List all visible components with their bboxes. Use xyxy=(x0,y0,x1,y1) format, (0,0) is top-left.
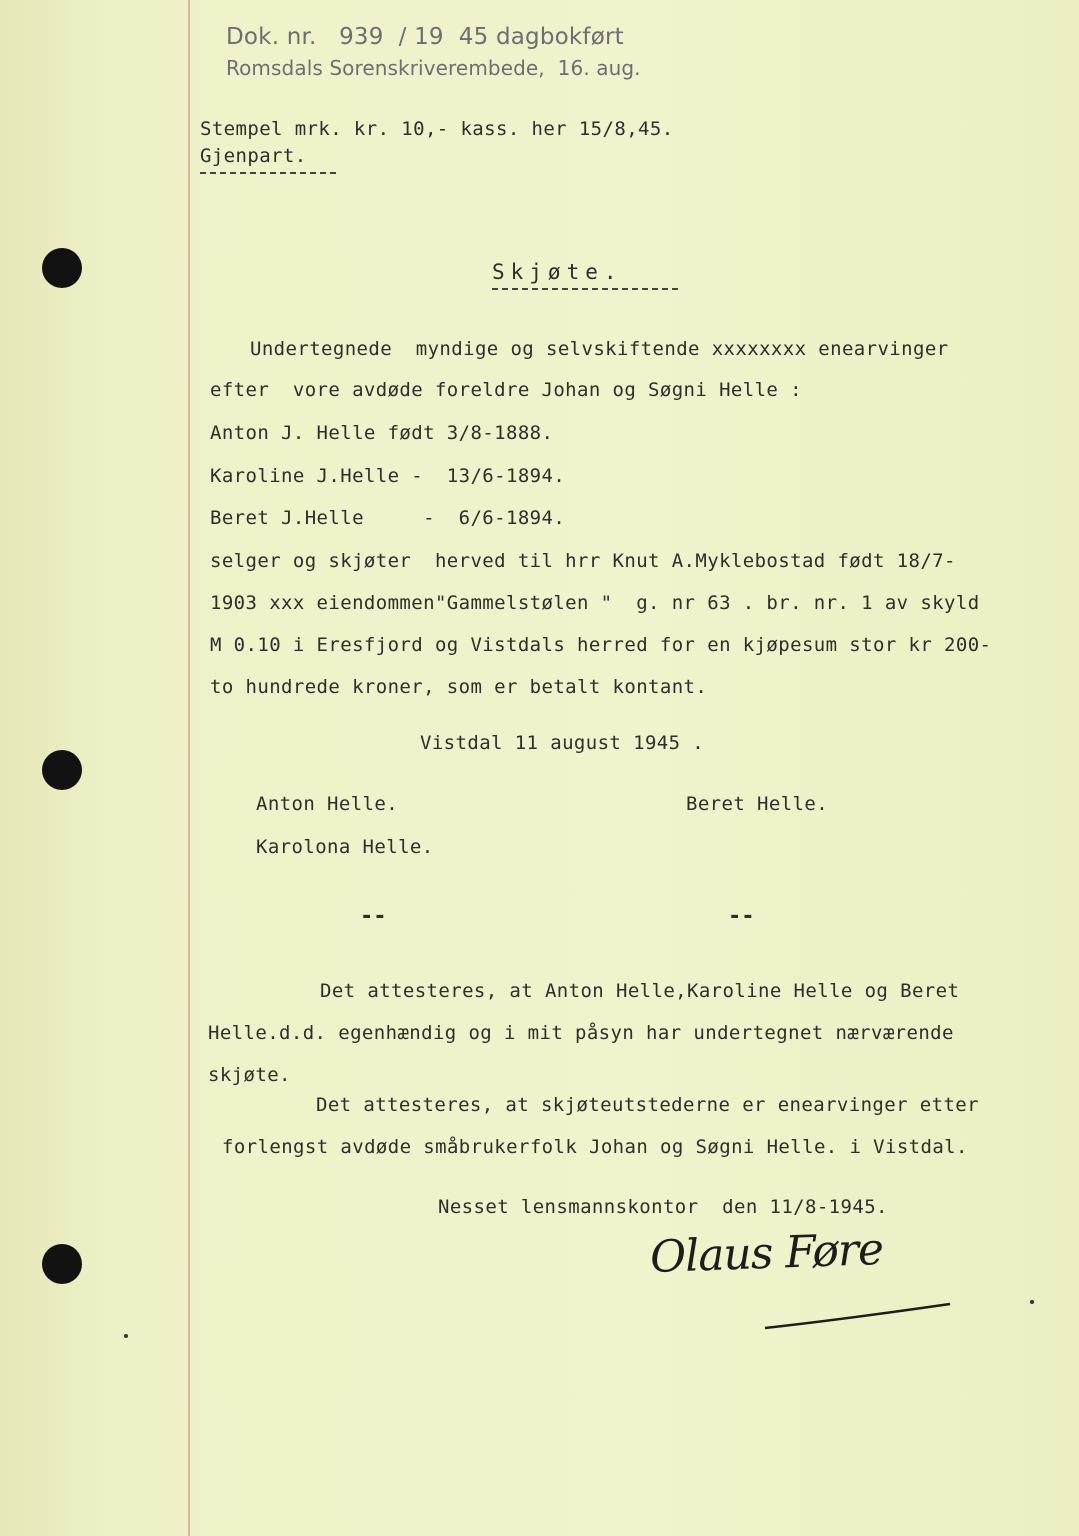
deed-line: to hundrede kroner, som er betalt kontant. xyxy=(210,676,708,698)
copy-label-underline xyxy=(200,172,336,174)
heir-line: Karoline J.Helle - 13/6-1894. xyxy=(210,465,566,487)
heir-line: Beret J.Helle - 6/6-1894. xyxy=(210,507,566,529)
attest-line: Det attesteres, at Anton Helle,Karoline Helle og Beret xyxy=(320,980,960,1002)
separator-dash-left: -- xyxy=(360,904,387,929)
separator-dash-right: -- xyxy=(728,904,755,929)
registration-stamp-line2: Romsdals Sorenskriverembede, 16. aug. xyxy=(226,56,641,80)
intro-line-1: Undertegnede myndige og selvskiftende xxxxxxxx enearvinger xyxy=(250,338,949,360)
handwritten-signature: Olaus Føre xyxy=(649,1223,884,1284)
deed-line: M 0.10 i Eresfjord og Vistdals herred for en kjøpesum stor kr 200- xyxy=(210,634,992,656)
paper-speck xyxy=(124,1334,128,1338)
stamp-duty-note: Stempel mrk. kr. 10,- kass. her 15/8,45. xyxy=(200,118,674,140)
punch-hole-bottom xyxy=(42,1244,82,1284)
signer-anton: Anton Helle. xyxy=(256,793,399,815)
intro-line-2: efter vore avdøde foreldre Johan og Søgni Helle : xyxy=(210,379,802,401)
margin-line xyxy=(188,0,190,1536)
signer-karolona: Karolona Helle. xyxy=(256,836,434,858)
attest-line: skjøte. xyxy=(208,1064,291,1086)
document-title: Skjøte. xyxy=(492,260,623,284)
heir-line: Anton J. Helle født 3/8-1888. xyxy=(210,422,554,444)
attest-line: Helle.d.d. egenhændig og i mit påsyn har undertegnet nærværende xyxy=(208,1022,954,1044)
place-date: Vistdal 11 august 1945 . xyxy=(420,732,705,754)
title-underline xyxy=(492,288,678,290)
deed-line: 1903 xxx eiendommen"Gammelstølen " g. nr 63 . br. nr. 1 av skyld xyxy=(210,592,980,614)
deed-line: selger og skjøter herved til hrr Knut A.Myklebostad født 18/7- xyxy=(210,550,956,572)
attest-line: Det attesteres, at skjøteutstederne er enearvinger etter xyxy=(316,1094,979,1116)
copy-label: Gjenpart. xyxy=(200,145,307,167)
registration-stamp-line1: Dok. nr. 939 / 19 45 dagbokført xyxy=(226,24,624,50)
attest-office-date: Nesset lensmannskontor den 11/8-1945. xyxy=(438,1196,888,1218)
punch-hole-middle xyxy=(42,750,82,790)
punch-hole-top xyxy=(42,248,82,288)
signer-beret: Beret Helle. xyxy=(686,793,829,815)
signature-underline xyxy=(760,1296,960,1336)
attest-line: forlengst avdøde småbrukerfolk Johan og Søgni Helle. i Vistdal. xyxy=(222,1136,968,1158)
paper-speck xyxy=(1030,1300,1034,1304)
